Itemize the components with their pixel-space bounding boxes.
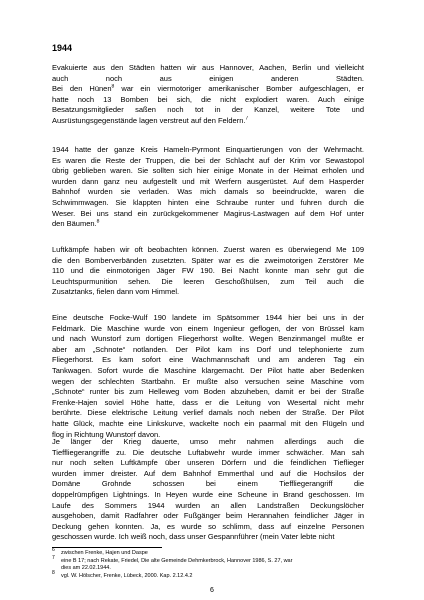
text-line: Fliegerhorst. Es kam sofort eine Wachmannschaft und am anderen Tag ein [52, 355, 364, 365]
text-line: übrig geblieben waren. Sie sollten sich hier einige Monate in der Heimat erholen und [52, 166, 364, 176]
text-line: Leuchtspurmunition sehen. Die leeren Geschoßhülsen, zum Teil auch die [52, 276, 364, 286]
footnote-number: 6 [52, 547, 55, 554]
text-line: Tankwagen. Sofort wurde die Maschine klargemacht. Der Pilot hatte aber Bedenken [52, 365, 364, 375]
footnote-number: 8 [52, 570, 55, 577]
text-line: wurden dann ganz neu aufgestellt und mit Werfern ausgerüstet. Auf dem Hasperder [52, 176, 364, 186]
page-number: 6 [210, 587, 214, 594]
text-line: hatte noch 13 Bomben bei sich, die nicht explodiert waren. Auch einige [52, 94, 364, 104]
paragraph-luftkaempfe [52, 245, 364, 298]
footnote-separator [52, 547, 162, 548]
footnote-7 [52, 555, 352, 572]
text-line: und nach Wunstorf zum dortigen Fliegerhorst wollte. Wegen Benzinmangel mußte er [52, 334, 364, 344]
text-line: die den Bomberverbänden zusetzten. Später war es die zweimotorigen Zerstörer Me [52, 255, 364, 265]
paragraph-focke-wulf [52, 313, 364, 440]
text-line: Tieffliegerangriffe zu. Die deutsche Luftabwehr wurde immer schwächer. Man sah [52, 447, 364, 457]
footnote-text: eine B 17; nach Rekate, Friedel, Die alte Gemeinde Dehmkerbrock, Hannover 1986, S. 27, war [61, 558, 293, 564]
text-line: flog in Richtung Wunstorf davon. [52, 429, 161, 439]
text-line: Besatzungsmitglieder saßen noch tot in der Kanzel, weitere Tote und [52, 105, 364, 115]
text-line: Deckung gehen konnten. Ja, es wurde so schlimm, dass auf einzelne Personen [52, 521, 364, 531]
section-heading: 1944 [52, 43, 73, 53]
text-line: berührte. Diese elektrische Leitung verlief damals noch neben der Straße. Der Pilot [52, 408, 364, 418]
footnote-ref: 8 [96, 219, 100, 225]
footnote-text: dies am 22.02.1944. [61, 565, 111, 571]
footnote-text: vgl. W. Hölscher, Frenke, Lübeck, 2000. Kap. 2.12.4.2 [61, 573, 193, 579]
footnote-number: 7 [52, 555, 55, 562]
text-line: 1944 hatte der ganze Kreis Hameln-Pyrmont Einquartierungen von der Wehrmacht. [52, 145, 364, 154]
text-line: Eine deutsche Focke-Wulf 190 landete im Spätsommer 1944 hier bei uns in der [52, 313, 364, 322]
text-line: Domäne Grohnde schossen bei einem Tieffliegerangriff die [52, 479, 364, 489]
text-line: nur noch selten Luftkämpfe über unseren Dörfern und die feindlichen Tieflieger [52, 458, 364, 468]
paragraph-tieffliegerangriffe [52, 437, 364, 543]
footnote-8 [52, 570, 352, 580]
text-line: Bahnhof wurden sie verladen. Was mich damals so beeindruckte, waren die [52, 187, 364, 197]
text-line: Es waren die Reste der Truppen, die bei der Schlacht auf der Krim vor Sewastopol [52, 155, 364, 165]
text-line: Luftkämpfe haben wir oft beobachten können. Zuerst waren es überwiegend Me 109 [52, 245, 364, 254]
text-line: doppelrümpfigen Lightnings. In Heyen wurde eine Scheune in Brand geschossen. Im [52, 489, 364, 499]
text-line: Laufe des Sommers 1944 wurden an allen Landstraßen Deckungslöcher [52, 500, 364, 510]
text-line: auch noch aus einigen anderen Städten. [52, 73, 364, 83]
text-line: Je länger der Krieg dauerte, umso mehr nahmen allerdings auch die [52, 437, 364, 446]
text-line: ausgehoben, damit Radfahrer oder Fußgänger beim Herannahen feindlicher Jäger in [52, 511, 364, 521]
text-line: Ausrüstungsgegenstände lagen verstreut auf den Feldern.$^7$ [52, 115, 249, 125]
text-line: aber am „Schnote“ notlanden. Der Pilot kam ins Dorf und telephonierte zum [52, 344, 364, 354]
paragraph-einquartierungen [52, 145, 364, 230]
footnote-6 [52, 547, 352, 557]
text-line: wegen der schlechten Startbahn. Er mußte also versuchen seine Maschine vom [52, 376, 364, 386]
footnote-ref: 8 [111, 84, 115, 90]
footnote-ref: 7 [245, 115, 249, 122]
text-line: Weser. Bei uns stand ein zurückgekommener Magirus-Lastwagen auf dem Hof unter [52, 208, 364, 218]
text-line: Evakuierte aus den Städten hatten wir aus Hannover, Aachen, Berlin und vielleicht [52, 63, 364, 72]
text-line: hatte Glück, machte eine Linkskurve, wackelte noch ein paarmal mit den Flügeln und [52, 418, 364, 428]
text-line: Feldmark. Die Maschine wurde von einem Ingenieur geflogen, der von Brüssel kam [52, 323, 364, 333]
text-line: geschossen wurde. Ich weiß noch, dass unser Gespannführer (mein Vater lebte nicht [52, 532, 335, 542]
text-line: Frenke-Hajen soviel Höhe hatte, dass er die Leitung von Wesertal nicht mehr [52, 397, 364, 407]
text-line: den Bäumen.$^8$ [52, 219, 100, 229]
text-line: Zusatztanks, fielen dann vom Himmel. [52, 287, 180, 297]
footnote-text: zwischen Frenke, Hajen und Daspe [61, 550, 148, 556]
text-line: Schwimmwagen. Sie klappten hinten eine Schraube runter und fuhren durch die [52, 197, 364, 207]
text-line: wurden immer dreister. Auf dem Bahnhof Emmerthal und auf die Hochsilos der [52, 468, 364, 478]
text-line: Bei den Hünen$^8$ war ein viermotoriger amerikanischer Bomber aufgeschlagen, er [52, 84, 364, 94]
text-line: 110 und die einmotorigen Jäger FW 190. Bei Nacht konnte man sehr gut die [52, 266, 364, 276]
paragraph-evakuierte [52, 63, 364, 127]
text-line: „Schnote“ runter bis zum Helleweg vom Boden abzuheben, damit er bei der Straße [52, 387, 364, 397]
